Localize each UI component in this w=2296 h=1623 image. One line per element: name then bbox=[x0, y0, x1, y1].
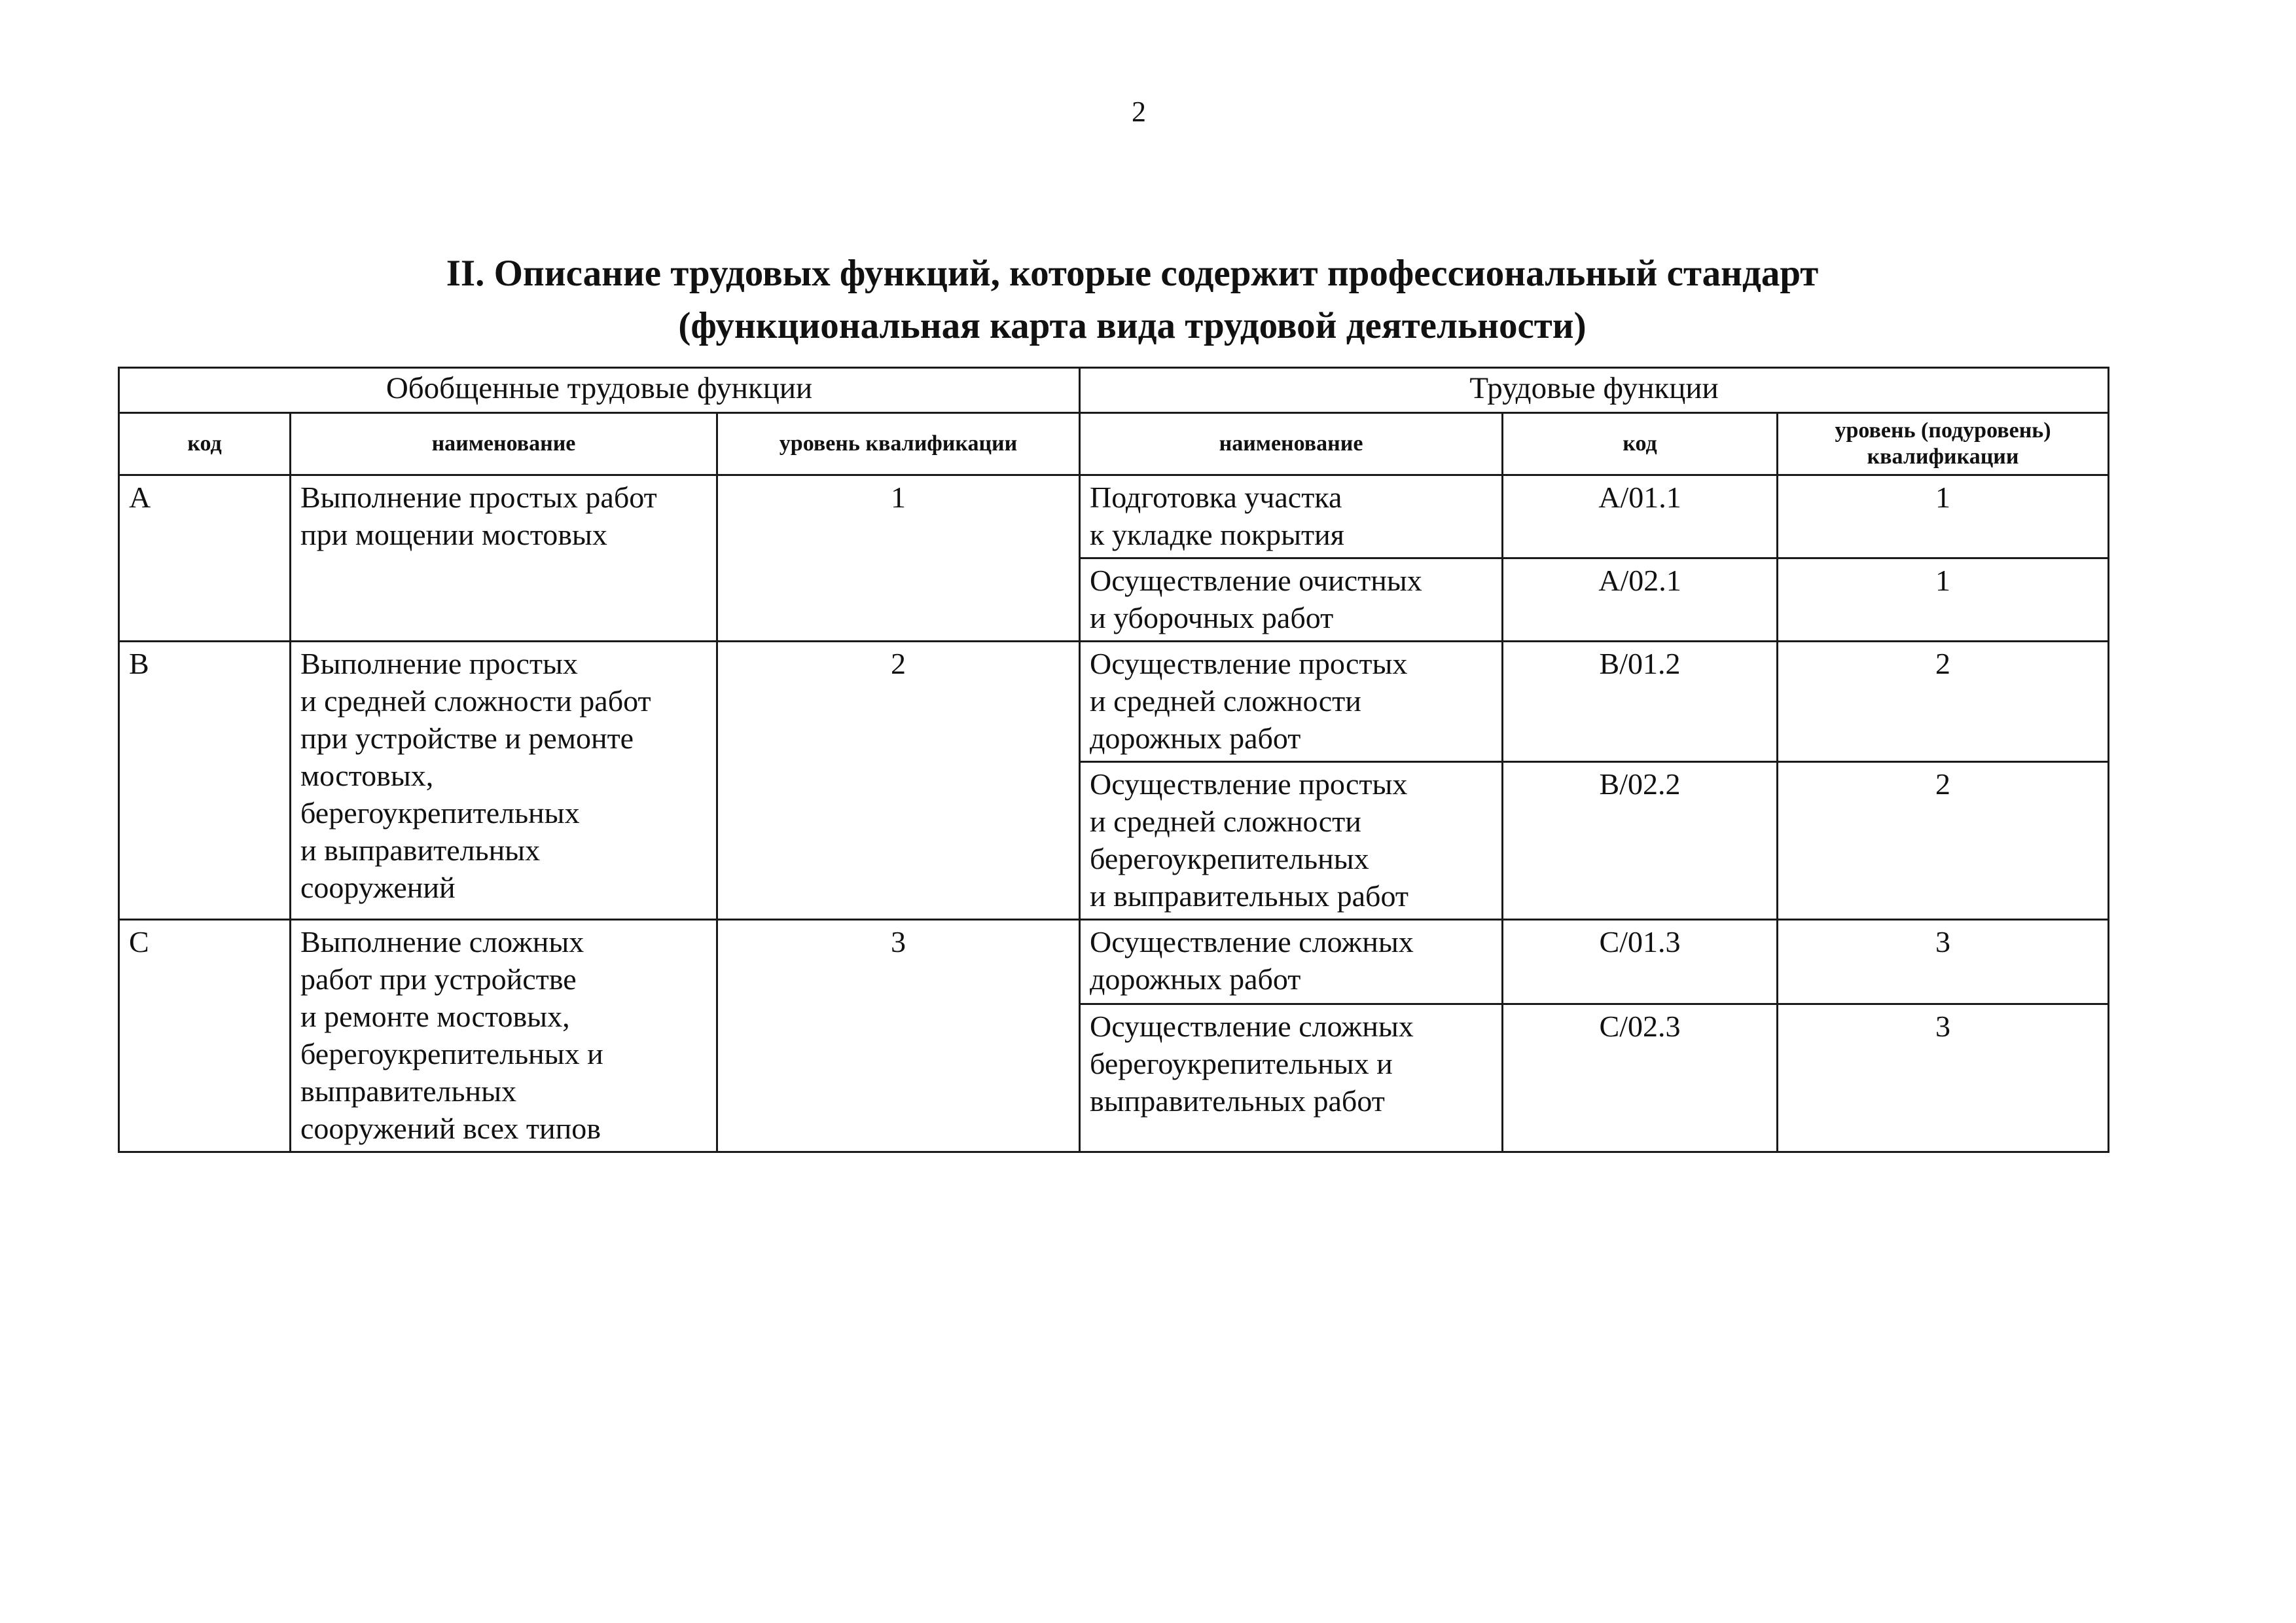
labor-function-name: Осуществление простых и средней сложности берегоукрепительных и выправительных работ bbox=[1080, 762, 1503, 920]
generalized-function-level: 3 bbox=[717, 920, 1080, 1152]
table-row bbox=[119, 475, 2109, 558]
labor-function-code: C/01.3 bbox=[1503, 920, 1778, 1004]
generalized-function-code: C bbox=[119, 920, 291, 1152]
column-header-fn-name: наименование bbox=[1080, 413, 1503, 475]
generalized-function-level: 1 bbox=[717, 475, 1080, 642]
generalized-function-name: Выполнение простых и средней сложности работ при устройстве и ремонте мостовых, берегоукрепительных и выправительных сооружений bbox=[291, 642, 717, 920]
page-number: 2 bbox=[1132, 96, 1146, 128]
generalized-functions-header: Обобщенные трудовые функции bbox=[119, 368, 1080, 413]
title-line-2: (функциональная карта вида трудовой деятельности) bbox=[678, 305, 1587, 346]
generalized-function-code: A bbox=[119, 475, 291, 642]
labor-function-name: Подготовка участка к укладке покрытия bbox=[1080, 475, 1503, 558]
column-header-row bbox=[119, 413, 2109, 475]
labor-function-name: Осуществление простых и средней сложности дорожных работ bbox=[1080, 642, 1503, 762]
labor-function-level: 2 bbox=[1778, 642, 2109, 762]
labor-function-level: 1 bbox=[1778, 558, 2109, 642]
table-row bbox=[119, 642, 2109, 762]
page-title bbox=[196, 247, 2068, 352]
labor-function-level: 1 bbox=[1778, 475, 2109, 558]
labor-function-level: 2 bbox=[1778, 762, 2109, 920]
labor-function-code: B/02.2 bbox=[1503, 762, 1778, 920]
labor-function-name: Осуществление сложных дорожных работ bbox=[1080, 920, 1503, 1004]
labor-function-code: C/02.3 bbox=[1503, 1004, 1778, 1152]
labor-function-code: A/02.1 bbox=[1503, 558, 1778, 642]
table-row bbox=[119, 920, 2109, 1004]
generalized-function-name: Выполнение простых работ при мощении мостовых bbox=[291, 475, 717, 642]
group-header-row bbox=[119, 368, 2109, 413]
column-header-fn-level: уровень (подуровень) квалификации bbox=[1778, 413, 2109, 475]
column-header-fn-code: код bbox=[1503, 413, 1778, 475]
labor-function-level: 3 bbox=[1778, 920, 2109, 1004]
generalized-function-code: B bbox=[119, 642, 291, 920]
labor-function-level: 3 bbox=[1778, 1004, 2109, 1152]
labor-function-code: A/01.1 bbox=[1503, 475, 1778, 558]
column-header-gen-level: уровень квалификации bbox=[717, 413, 1080, 475]
functional-map-table bbox=[118, 367, 2109, 1153]
generalized-function-level: 2 bbox=[717, 642, 1080, 920]
labor-functions-header: Трудовые функции bbox=[1080, 368, 2109, 413]
title-line-1: II. Описание трудовых функций, которые содержит профессиональный стандарт bbox=[446, 253, 1819, 294]
labor-function-name: Осуществление очистных и уборочных работ bbox=[1080, 558, 1503, 642]
column-header-gen-code: код bbox=[119, 413, 291, 475]
column-header-gen-name: наименование bbox=[291, 413, 717, 475]
labor-function-code: B/01.2 bbox=[1503, 642, 1778, 762]
generalized-function-name: Выполнение сложных работ при устройстве и ремонте мостовых, берегоукрепительных и выправительных сооружений всех типов bbox=[291, 920, 717, 1152]
labor-function-name: Осуществление сложных берегоукрепительных и выправительных работ bbox=[1080, 1004, 1503, 1152]
